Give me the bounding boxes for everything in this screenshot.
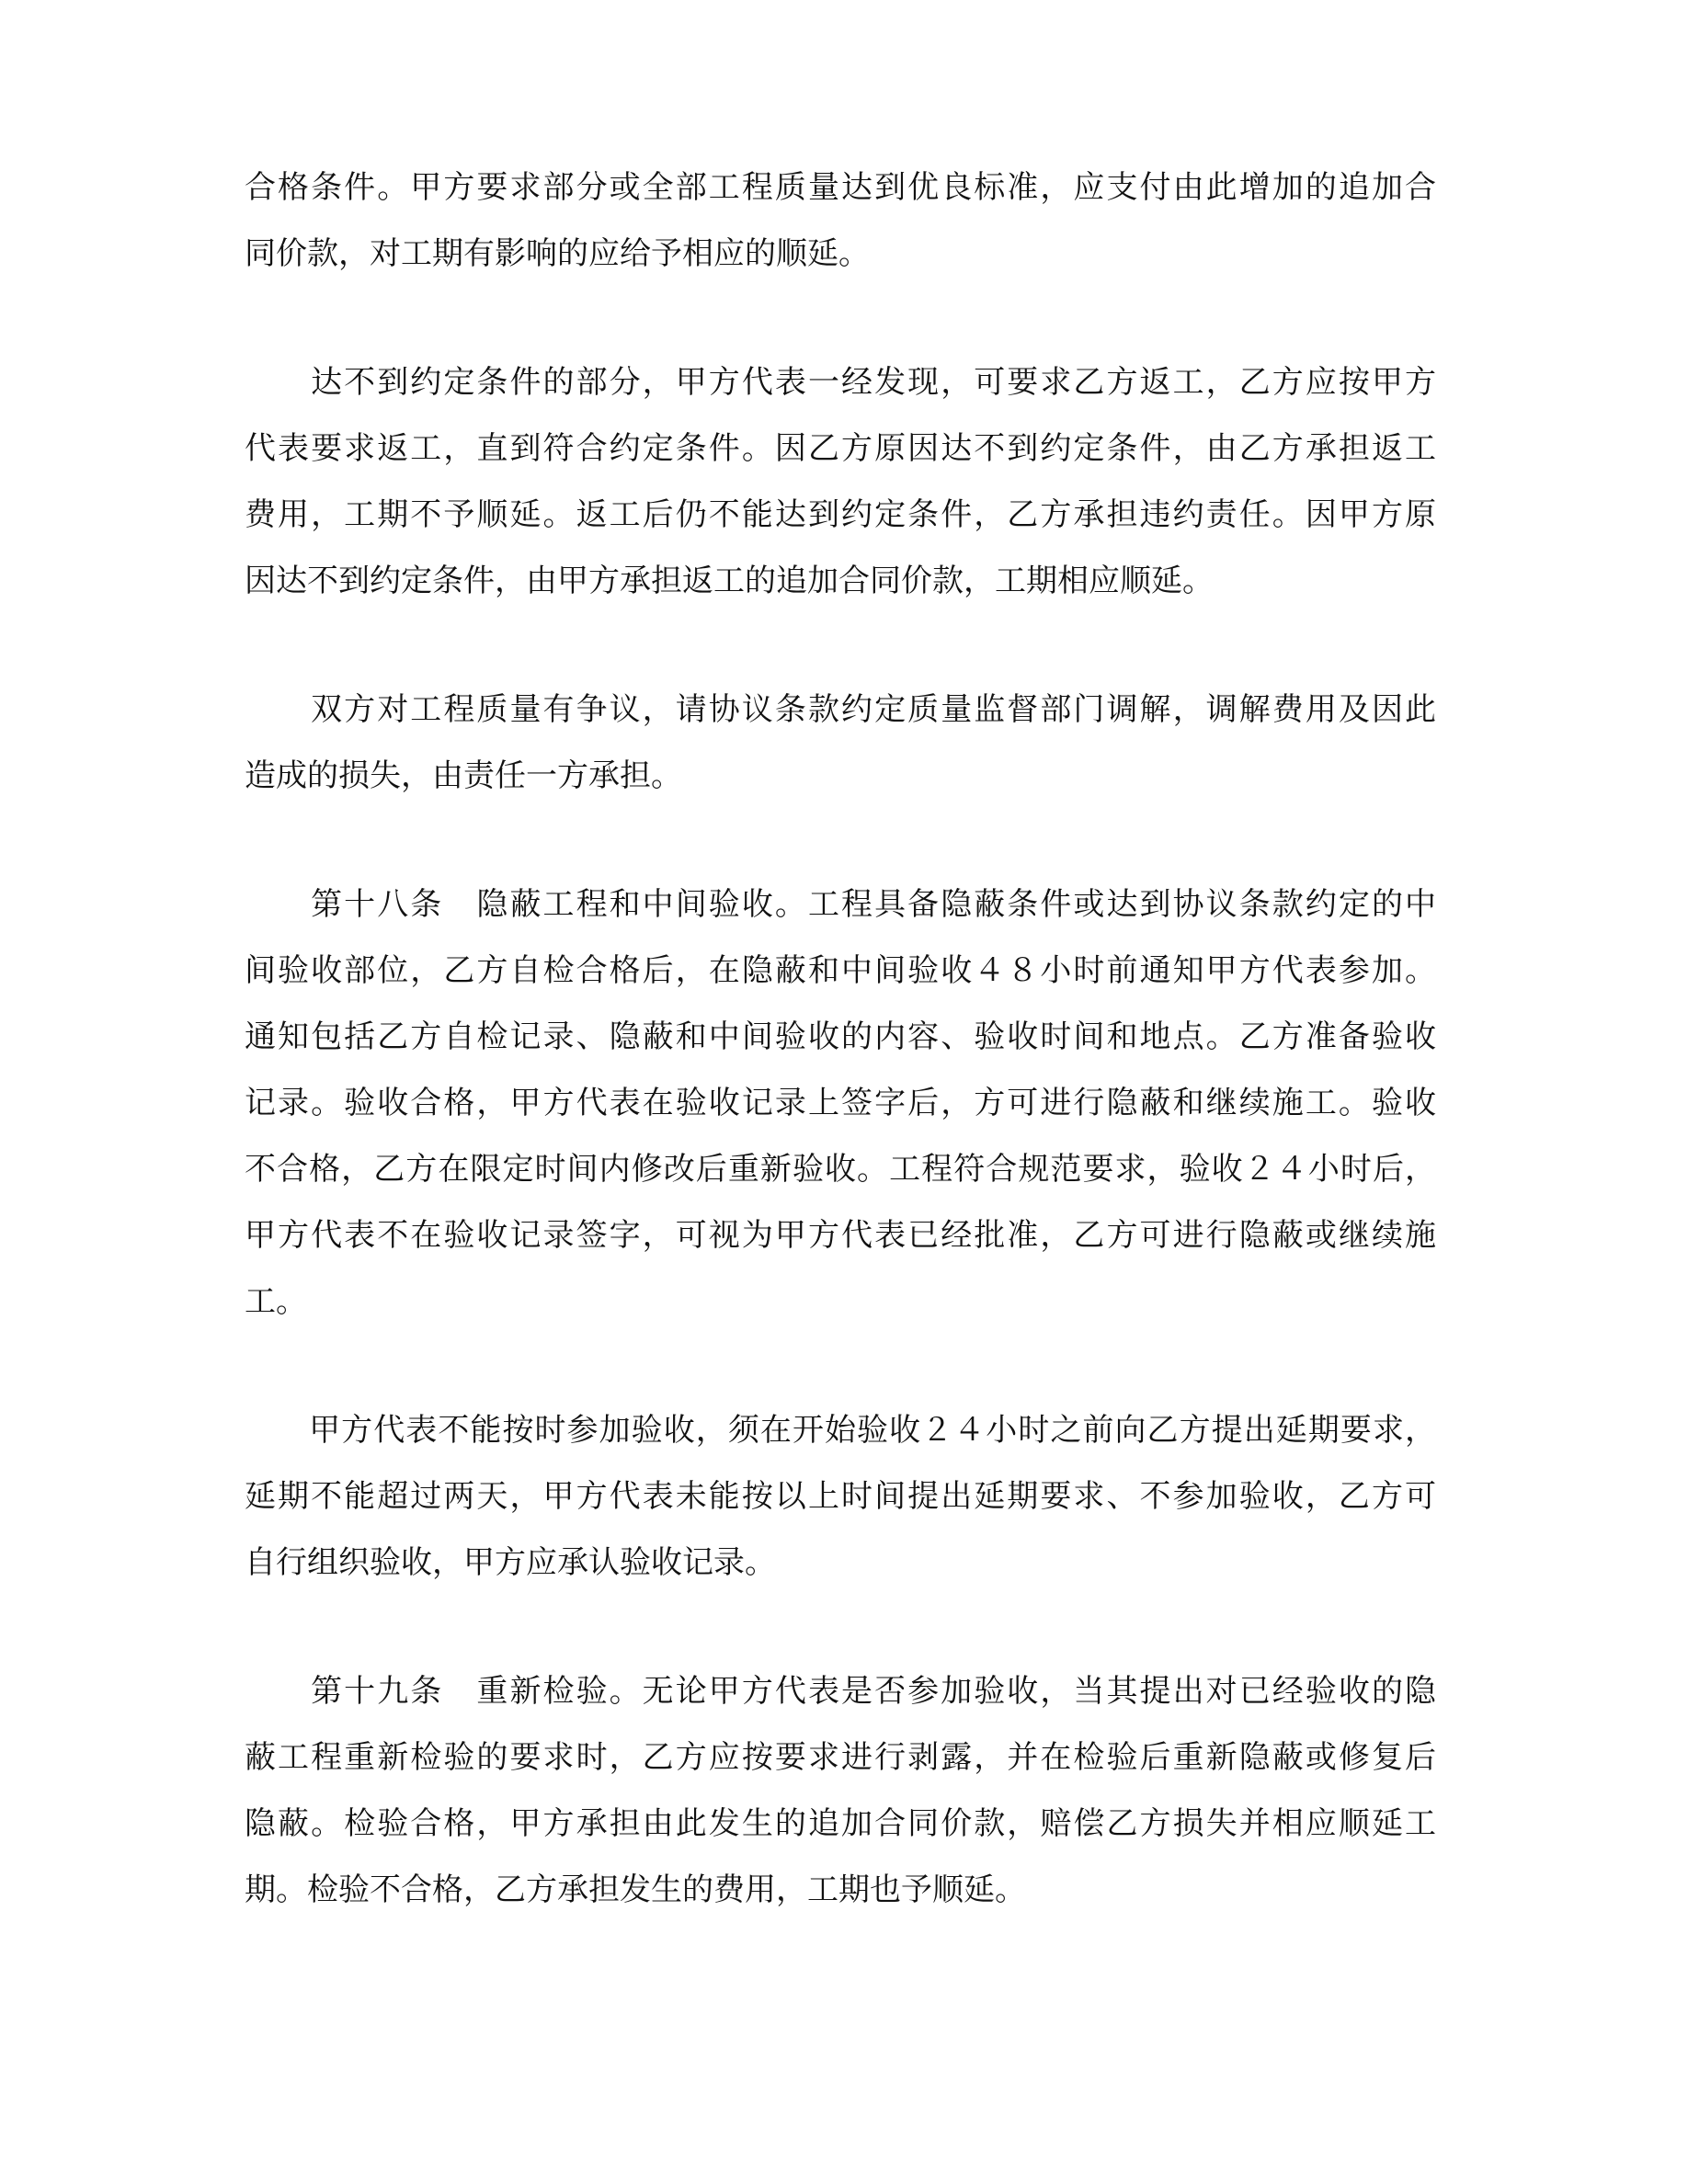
- text-line: 工。: [245, 1283, 307, 1320]
- text-line: 延期不能超过两天，甲方代表未能按以上时间提出延期要求、不参加验收，乙方可: [245, 1478, 1436, 1515]
- paragraph-article-18: [245, 871, 1436, 1335]
- text-line: 代表要求返工，直到符合约定条件。因乙方原因达不到约定条件，由乙方承担返工: [245, 430, 1436, 467]
- text-line: 合格条件。甲方要求部分或全部工程质量达到优良标准，应支付由此增加的追加合: [245, 169, 1436, 206]
- text-line: 第十八条 隐蔽工程和中间验收。工程具备隐蔽条件或达到协议条款约定的中: [245, 886, 1436, 923]
- text-line: 不合格，乙方在限定时间内修改后重新验收。工程符合规范要求，验收２４小时后，: [245, 1151, 1436, 1188]
- paragraph-inspection-delay: [245, 1397, 1436, 1596]
- text-line: 自行组织验收，甲方应承认验收记录。: [245, 1544, 776, 1581]
- paragraph-quality-dispute: [245, 677, 1436, 809]
- text-line: 期。检验不合格，乙方承担发生的费用，工期也予顺延。: [245, 1871, 1026, 1908]
- text-line: 甲方代表不能按时参加验收，须在开始验收２４小时之前向乙方提出延期要求，: [245, 1412, 1436, 1449]
- paragraph-quality-standard: [245, 154, 1436, 287]
- text-line: 记录。验收合格，甲方代表在验收记录上签字后，方可进行隐蔽和继续施工。验收: [245, 1085, 1436, 1121]
- document-body: [245, 154, 1436, 1985]
- text-line: 双方对工程质量有争议，请协议条款约定质量监督部门调解，调解费用及因此: [245, 691, 1436, 728]
- paragraph-rework: [245, 349, 1436, 614]
- text-line: 同价款，对工期有影响的应给予相应的顺延。: [245, 235, 870, 272]
- text-line: 通知包括乙方自检记录、隐蔽和中间验收的内容、验收时间和地点。乙方准备验收: [245, 1018, 1436, 1055]
- text-line: 间验收部位，乙方自检合格后，在隐蔽和中间验收４８小时前通知甲方代表参加。: [245, 952, 1436, 989]
- text-line: 隐蔽。检验合格，甲方承担由此发生的追加合同价款，赔偿乙方损失并相应顺延工: [245, 1805, 1436, 1842]
- text-line: 第十九条 重新检验。无论甲方代表是否参加验收，当其提出对已经验收的隐: [245, 1673, 1436, 1710]
- text-line: 造成的损失，由责任一方承担。: [245, 757, 682, 794]
- paragraph-article-19: [245, 1658, 1436, 1923]
- text-line: 因达不到约定条件，由甲方承担返工的追加合同价款，工期相应顺延。: [245, 563, 1214, 599]
- text-line: 达不到约定条件的部分，甲方代表一经发现，可要求乙方返工，乙方应按甲方: [245, 364, 1436, 401]
- text-line: 费用，工期不予顺延。返工后仍不能达到约定条件，乙方承担违约责任。因甲方原: [245, 496, 1436, 533]
- text-line: 蔽工程重新检验的要求时，乙方应按要求进行剥露，并在检验后重新隐蔽或修复后: [245, 1739, 1436, 1776]
- text-line: 甲方代表不在验收记录签字，可视为甲方代表已经批准，乙方可进行隐蔽或继续施: [245, 1217, 1436, 1254]
